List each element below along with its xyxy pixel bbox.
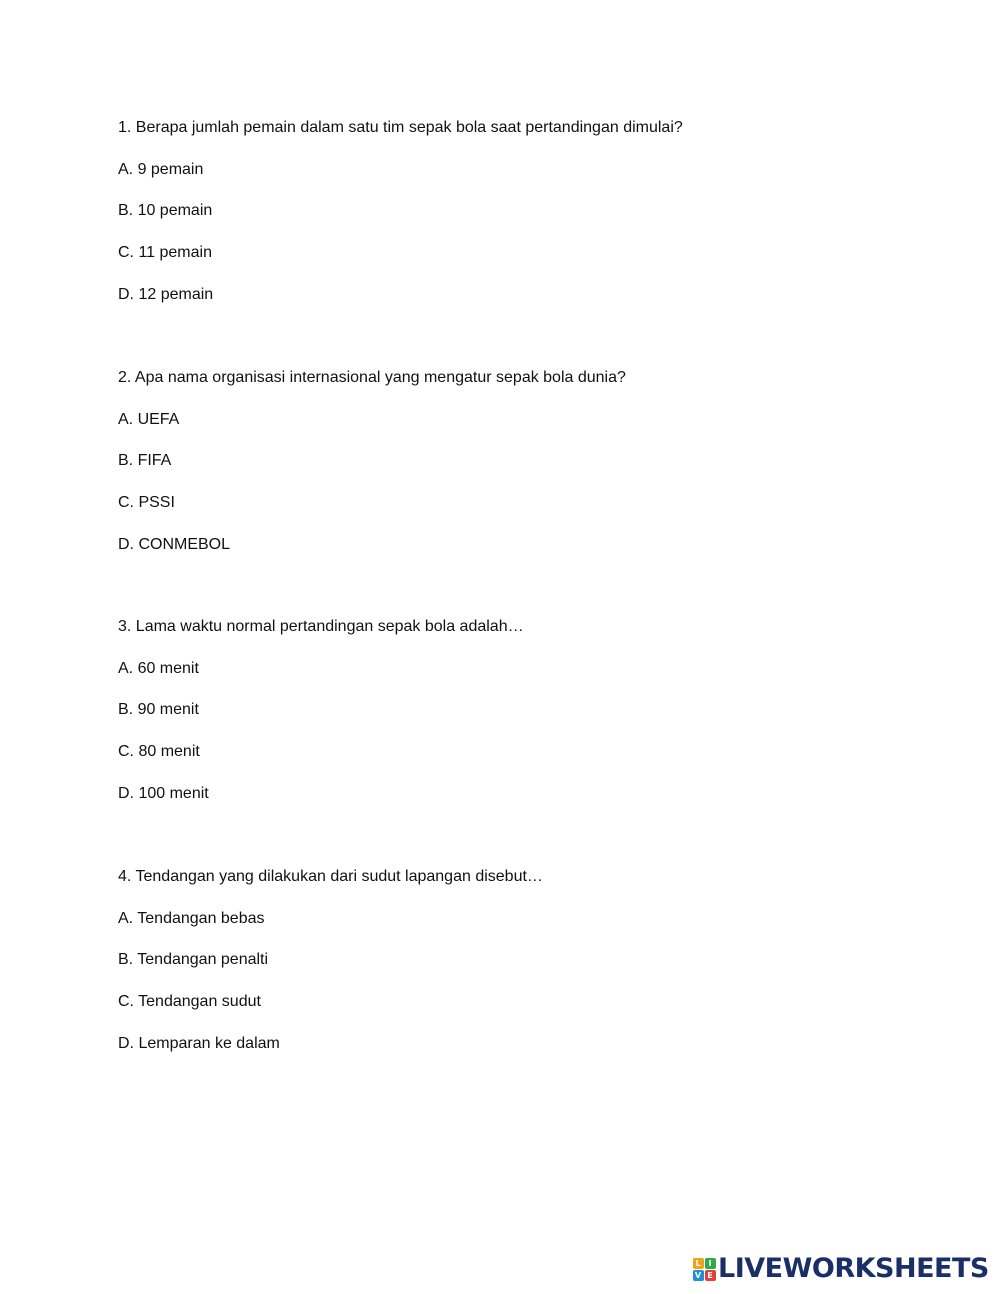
question-text: 4. Tendangan yang dilakukan dari sudut lapangan disebut… [118, 867, 543, 885]
option-c[interactable]: C. 80 menit [118, 743, 200, 760]
option-a[interactable]: A. Tendangan bebas [118, 909, 265, 927]
option-c[interactable]: C. PSSI [118, 493, 175, 511]
option-b[interactable]: B. 10 pemain [118, 202, 213, 219]
option-a[interactable]: A. 60 menit [118, 660, 199, 677]
question-text: 2. Apa nama organisasi internasional yang mengatur sepak bola dunia? [118, 368, 626, 386]
question-4 [118, 867, 958, 1117]
question-3 [118, 617, 958, 867]
question-1 [118, 118, 958, 368]
option-d[interactable]: D. 100 menit [118, 785, 209, 802]
logo-tile: E [705, 1270, 716, 1281]
brand-logo-icon [692, 1257, 716, 1281]
worksheet [118, 118, 958, 1116]
option-d[interactable]: D. Lemparan ke dalam [118, 1034, 280, 1052]
question-text: 3. Lama waktu normal pertandingan sepak bola adalah… [118, 618, 524, 635]
option-c[interactable]: C. 11 pemain [118, 244, 212, 261]
logo-tile: L [693, 1258, 704, 1269]
logo-tile: I [705, 1258, 716, 1269]
option-a[interactable]: A. UEFA [118, 410, 180, 428]
question-2 [118, 368, 958, 618]
option-b[interactable]: B. 90 menit [118, 701, 199, 718]
option-d[interactable]: D. 12 pemain [118, 286, 214, 303]
question-text: 1. Berapa jumlah pemain dalam satu tim sepak bola saat pertandingan dimulai? [118, 119, 683, 136]
option-b[interactable]: B. Tendangan penalti [118, 950, 269, 968]
option-d[interactable]: D. CONMEBOL [118, 535, 231, 553]
brand-name: LIVEWORKSHEETS [718, 1253, 989, 1284]
option-a[interactable]: A. 9 pemain [118, 161, 204, 178]
liveworksheets-logo [692, 1254, 989, 1284]
option-b[interactable]: B. FIFA [118, 451, 172, 469]
option-c[interactable]: C. Tendangan sudut [118, 992, 261, 1010]
logo-tile: V [693, 1270, 704, 1281]
